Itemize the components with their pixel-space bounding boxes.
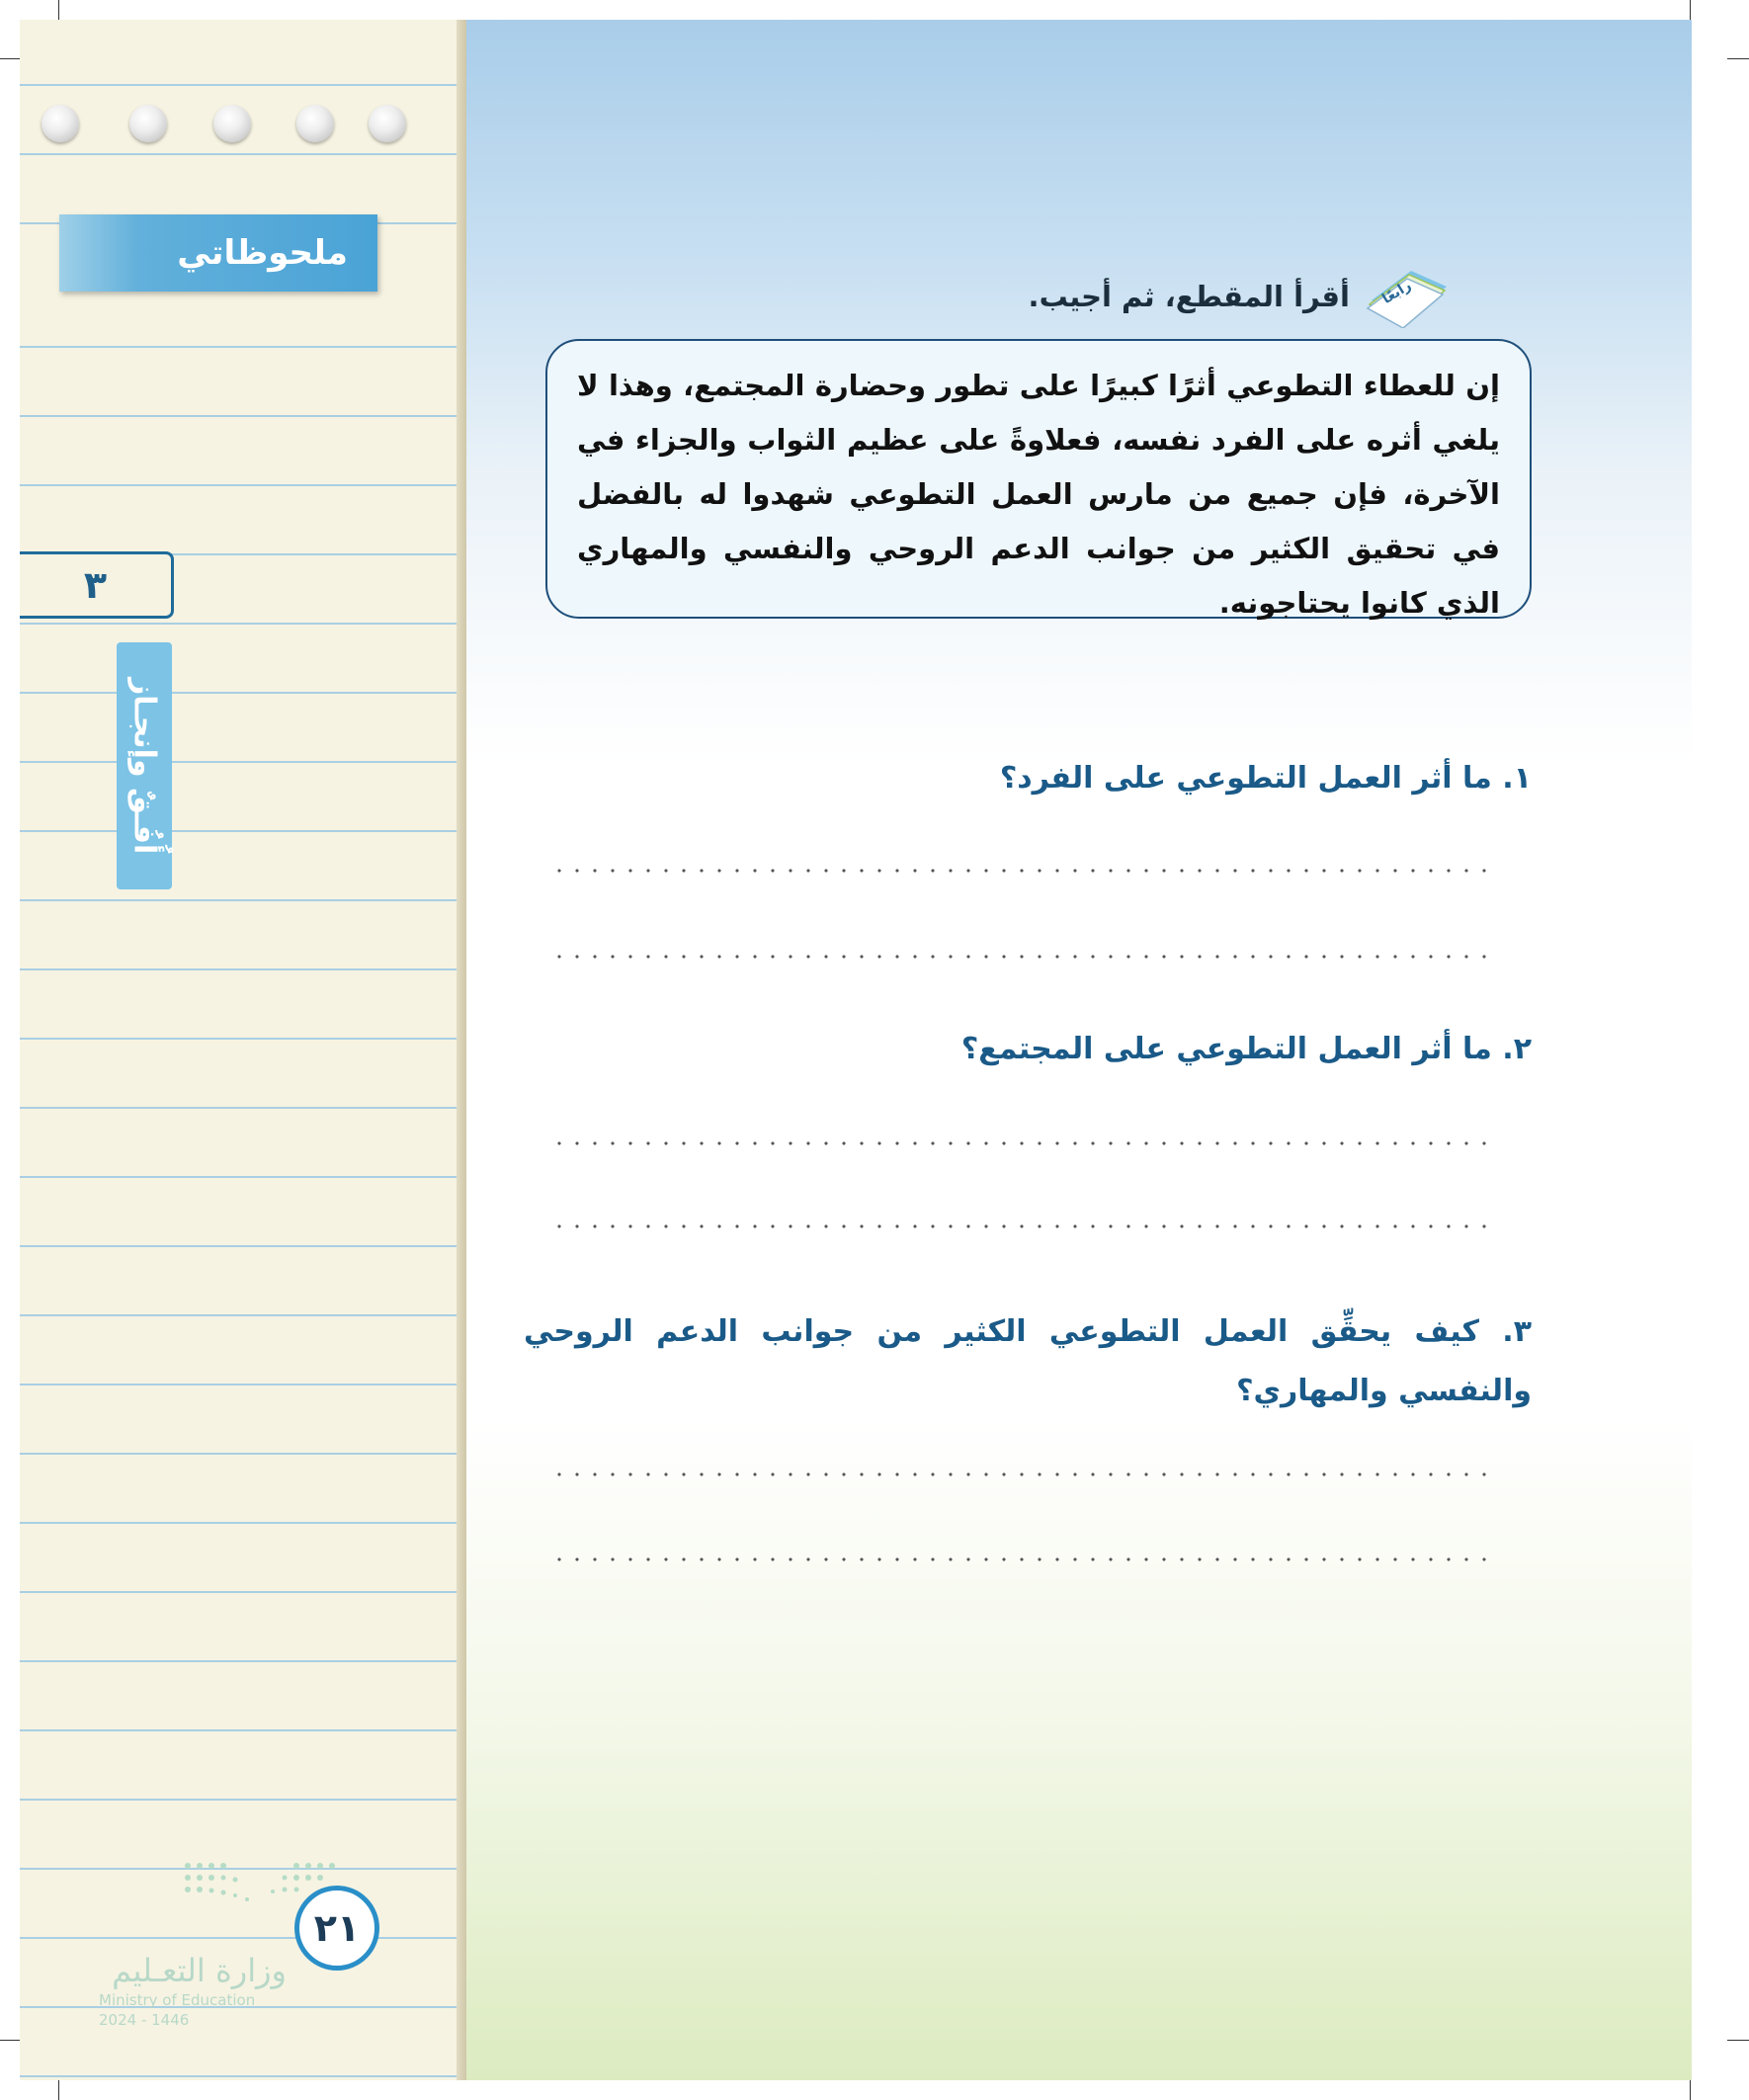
- answer-line[interactable]: [550, 1472, 1491, 1476]
- question-3-text: ٣. كيف يحقِّق العمل التطوعي الكثير من جوانب الدعم الروحي والنفسي والمهاري؟: [524, 1314, 1532, 1408]
- reading-passage: [545, 339, 1532, 619]
- question-3: [524, 1302, 1532, 1421]
- answer-line[interactable]: [550, 1557, 1491, 1561]
- unit-title: أُفُـقٌ وإنجـاز: [126, 677, 162, 855]
- instruction-text: أقرأ المقطع، ثم أجيب.: [1028, 280, 1350, 313]
- answer-line[interactable]: [550, 1141, 1491, 1145]
- activity-badge: [1364, 265, 1453, 328]
- notes-column: [20, 20, 466, 2080]
- binder-ring: [213, 105, 251, 142]
- binder-ring: [296, 105, 334, 142]
- ministry-year: 2024 - 1446: [99, 2011, 190, 2029]
- binder-ring: [369, 105, 406, 142]
- crop-mark: [1690, 0, 1691, 22]
- answer-line[interactable]: [550, 955, 1491, 959]
- unit-number: ٣: [83, 563, 108, 607]
- ministry-name-english: Ministry of Education: [99, 1991, 256, 2009]
- question-1: [1000, 761, 1532, 796]
- ministry-logo: [99, 1952, 287, 2029]
- activity-instruction: [1029, 265, 1453, 328]
- passage-text: إن للعطاء التطوعي أثرًا كبيرًا على تطور وحضارة المجتمع، وهذا لا يلغي أثره على الفرد نفسه، فعلاوةً على عظيم الثواب والجزاء في الآخرة، فإن جميع من مارس العمل التطوعي شهدوا له بالفضل في تحقيق الكثير من جوانب الدعم الروحي والنفسي والمهاري الذي كانوا يحتاجونه.: [577, 369, 1500, 620]
- crop-mark: [1690, 2078, 1691, 2100]
- question-2-text: ٢. ما أثر العمل التطوعي على المجتمع؟: [960, 1032, 1532, 1066]
- binder-ring: [42, 105, 79, 142]
- badge-label: رابعًا: [1379, 277, 1415, 308]
- question-1-text: ١. ما أثر العمل التطوعي على الفرد؟: [999, 761, 1532, 796]
- page-number-text: ٢١: [313, 1906, 361, 1950]
- ministry-name-arabic: وزارة التعـليم: [112, 1952, 287, 1989]
- notes-column-edge: [457, 20, 466, 2080]
- crop-mark: [1727, 2040, 1749, 2041]
- badge-card-icon: [1364, 265, 1453, 328]
- answer-line[interactable]: [550, 869, 1491, 873]
- crop-mark: [58, 2078, 59, 2100]
- crop-mark: [1727, 58, 1749, 59]
- notes-title-tab: [59, 214, 377, 292]
- answer-line[interactable]: [550, 1224, 1491, 1228]
- notes-title: ملحوظاتي: [177, 233, 348, 273]
- page-number: [294, 1886, 379, 1971]
- binder-ring: [129, 105, 167, 142]
- unit-number-box: [20, 551, 174, 619]
- unit-title-ribbon: [117, 642, 172, 889]
- crop-mark: [0, 2040, 22, 2041]
- crop-mark: [58, 0, 59, 22]
- question-2: [961, 1032, 1532, 1066]
- crop-mark: [0, 58, 22, 59]
